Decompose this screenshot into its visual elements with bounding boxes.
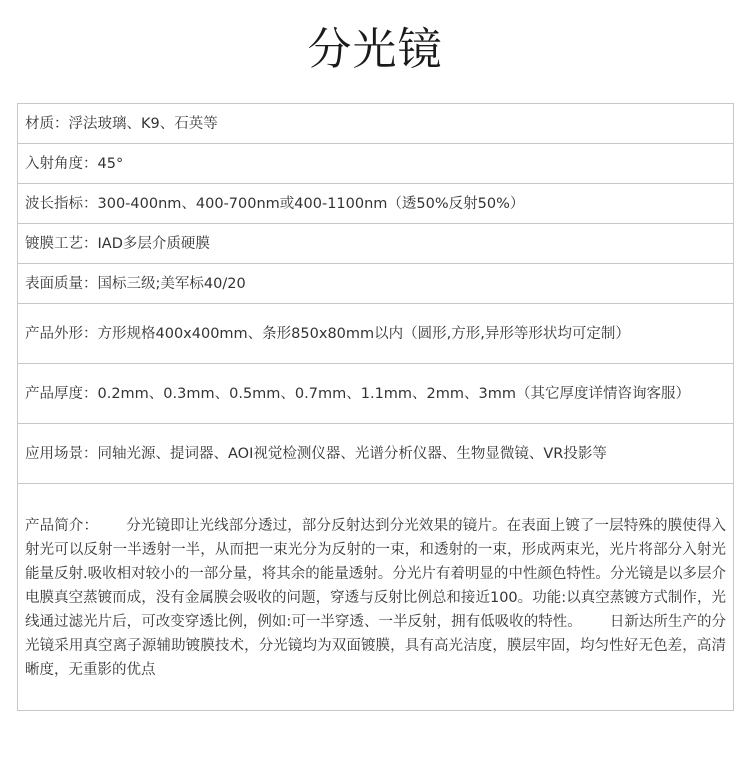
intro-paragraph: [25, 514, 726, 682]
spec-value: 0.2mm、0.3mm、0.5mm、0.7mm、1.1mm、2mm、3mm（其它厚度详情咨询客服）: [97, 385, 690, 402]
spec-label: 产品厚度：: [25, 385, 98, 402]
spec-row-shape: [18, 304, 733, 364]
spec-row-wavelength: [18, 184, 733, 224]
spec-row-coating: [18, 224, 733, 264]
spec-label: 应用场景：: [25, 445, 98, 462]
spec-label: 镀膜工艺：: [25, 235, 98, 252]
spec-table: [17, 103, 734, 711]
spec-value: 国标三级;美军标40/20: [97, 275, 246, 292]
page-title: 分光镜: [307, 24, 443, 75]
spec-row-surface-quality: [18, 264, 733, 304]
intro-text-part1: 分光镜即让光线部分透过，部分反射达到分光效果的镜片。在表面上镀了一层特殊的膜使得入射光可以反射一半透射一半，从而把一束光分为反射的一束，和透射的一束，形成两束光，光片将部分入射光能量反射.吸收相对较小的一部分量，将其余的能量透射。分光片有着明显的中性颜色特性。分光镜是以多层介电膜真空蒸镀而成，没有金属膜会吸收的问题，穿透与反射比例总和接近100。功能:以真空蒸镀方式制作，光线通过滤光片后，可改变穿透比例，例如:可一半穿透、一半反射，拥有低吸收的特性。: [25, 518, 727, 630]
spec-label: 产品外形：: [25, 325, 98, 342]
spec-value: 45°: [97, 155, 124, 172]
intro-text-part2: 日新达所生产的分光镜采用真空离子源辅助镀膜技术，分光镜均为双面镀膜，具有高光洁度，膜层牢固，均匀性好无色差，高清晰度，无重影的优点: [25, 614, 727, 678]
spec-label: 波长指标：: [25, 195, 98, 212]
intro-label: 产品简介：: [25, 518, 99, 534]
spec-row-material: [18, 104, 733, 144]
spec-row-incidence-angle: [18, 144, 733, 184]
spec-label: 材质：: [25, 115, 69, 132]
spec-value: 300-400nm、400-700nm或400-1100nm（透50%反射50%）: [97, 195, 525, 212]
spec-label: 入射角度：: [25, 155, 98, 172]
spec-value: IAD多层介质硬膜: [97, 235, 210, 252]
spec-value: 同轴光源、提词器、AOI视觉检测仪器、光谱分析仪器、生物显微镜、VR投影等: [97, 445, 607, 462]
spec-value: 方形规格400x400mm、条形850x80mm以内（圆形,方形,异形等形状均可定制）: [97, 325, 630, 342]
spec-row-thickness: [18, 364, 733, 424]
spec-label: 表面质量：: [25, 275, 98, 292]
spec-row-introduction: [18, 484, 733, 710]
spec-row-applications: [18, 424, 733, 484]
spec-value: 浮法玻璃、K9、石英等: [68, 115, 218, 132]
